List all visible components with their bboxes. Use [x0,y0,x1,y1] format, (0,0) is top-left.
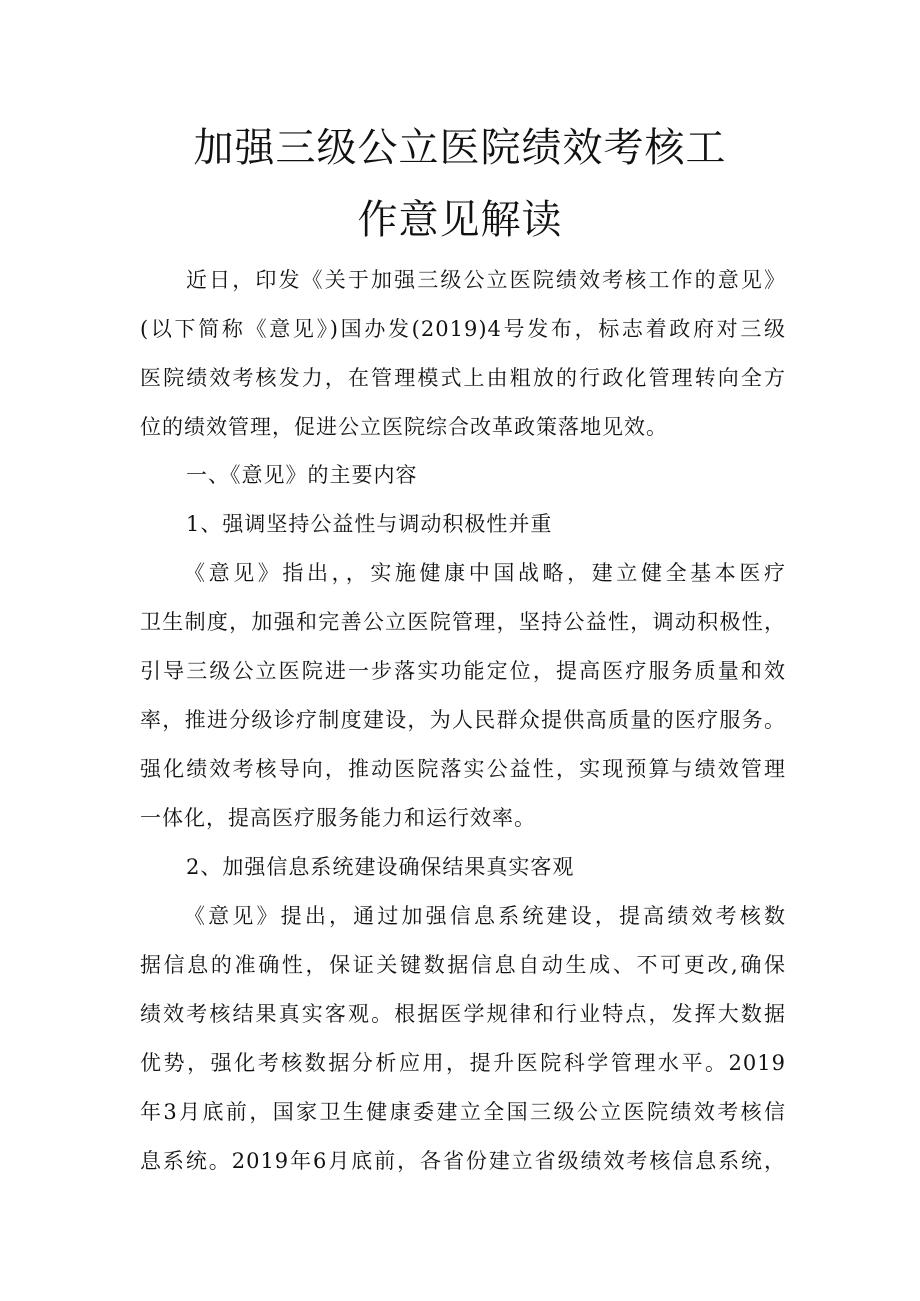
sub2-line-2: 据信息的准确性，保证关键数据信息自动生成、不可更改,确保 [140,953,786,977]
intro-line-1: 近日，印发《关于加强三级公立医院绩效考核工作的意见》 [186,268,786,292]
sub1-line-1: 《意见》指出，，实施健康中国战略，建立健全基本医疗 [184,561,786,585]
sub2-line-6: 息系统。2019年6月底前，各省份建立省级绩效考核信息系统， [140,1149,786,1173]
document-title-line2: 作意见解读 [357,197,563,243]
sub2-line-3: 绩效考核结果真实客观。根据医学规律和行业特点，发挥大数据 [140,1002,786,1026]
sub1-line-5: 强化绩效考核导向，推动医院落实公益性，实现预算与绩效管理 [140,757,786,781]
sub1-line-6: 一体化，提高医疗服务能力和运行效率。 [140,806,536,830]
intro-line-3: 医院绩效考核发力，在管理模式上由粗放的行政化管理转向全方 [140,366,786,390]
section1-heading: 一、《意见》的主要内容 [186,463,418,487]
sub1-line-2: 卫生制度，加强和完善公立医院管理，坚持公益性，调动积极性， [140,610,786,634]
sub1-line-3: 引导三级公立医院进一步落实功能定位，提高医疗服务质量和效 [140,659,786,683]
sub2-line-4: 优势，强化考核数据分析应用，提升医院科学管理水平。2019 [140,1051,786,1075]
sub1-line-4: 率，推进分级诊疗制度建设，为人民群众提供高质量的医疗服务。 [140,708,786,732]
subsection2-heading: 2、加强信息系统建设确保结果真实客观 [186,855,575,879]
intro-line-2: (以下简称《意见》)国办发(2019)4号发布，标志着政府对三级 [140,317,786,341]
subsection1-heading: 1、强调坚持公益性与调动积极性并重 [186,512,553,536]
sub2-line-5: 年3月底前，国家卫生健康委建立全国三级公立医院绩效考核信 [140,1100,786,1124]
document-title-line1: 加强三级公立医院绩效考核工 [193,125,727,171]
intro-line-4: 位的绩效管理，促进公立医院综合改革政策落地见效。 [140,415,668,439]
sub2-line-1: 《意见》提出，通过加强信息系统建设，提高绩效考核数 [184,904,786,928]
